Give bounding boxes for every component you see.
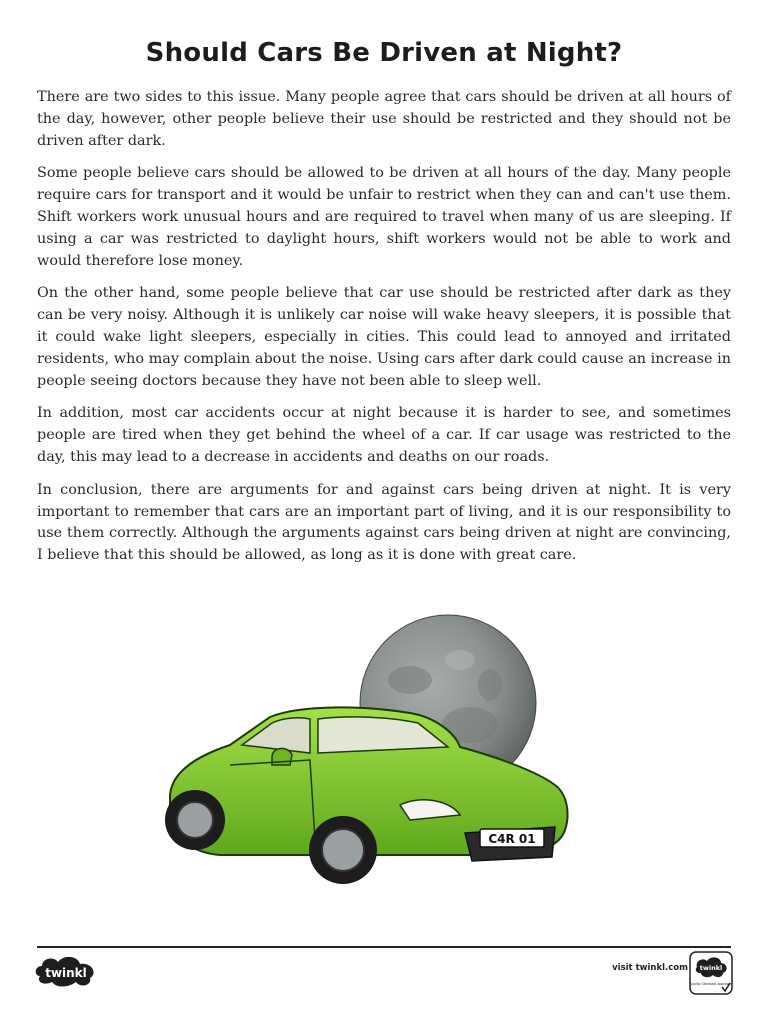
visit-link-text: visit twinkl.com	[612, 963, 688, 973]
license-plate-text: C4R 01	[488, 832, 536, 846]
paragraph-addition: In addition, most car accidents occur at night because it is harder to see, and sometimes people are tired when they get behind the wheel of a car. If car usage was restricted to the day, this may lead to a decrease in accidents and deaths on our roads.	[37, 405, 731, 465]
logo-text: twinkl	[45, 966, 87, 980]
paragraph-against: On the other hand, some people believe that car use should be restricted after dark as they can be very noisy. Although it is unlikely car noise will wake heavy sleepers, it is possible that it could wake light sleepers, especially in cities. This could lead to annoyed and irritated residents, who may complain about the noise. Using cars after dark could cause an increase in people seeing doctors because they have not been able to sleep well.	[37, 285, 731, 389]
footer-divider	[37, 946, 731, 948]
paragraph-conclusion: In conclusion, there are arguments for and against cars being driven at night. It is very important to remember that cars are an important part of living, and it is our responsibility to use them correctly. Although the arguments against cars being driven at night are convincing, I believe that this should be allowed, as long as it is done with great care.	[37, 481, 731, 564]
twinkl-logo	[34, 954, 98, 988]
paragraph-for: Some people believe cars should be allowed to be driven at all hours of the day. Many people require cars for transport and it would be unfair to restrict when they can and can't use them. Shift workers work unusual hours and are required to travel when many of us are sleeping. If using a car was restricted to daylight hours, shift workers would not be able to work and would therefore lose money.	[37, 165, 731, 269]
seal-caption: Quality Standard Approved	[689, 982, 733, 986]
car-and-moon-illustration	[160, 605, 580, 900]
paragraph-intro: There are two sides to this issue. Many people agree that cars should be driven at all hours of the day, however, other people believe their use should be restricted and they should not be driven after dark.	[37, 89, 731, 149]
quality-standard-seal	[689, 951, 733, 995]
article-body	[37, 87, 731, 578]
page-title: Should Cars Be Driven at Night?	[145, 38, 623, 68]
seal-text: twinkl	[699, 964, 723, 972]
